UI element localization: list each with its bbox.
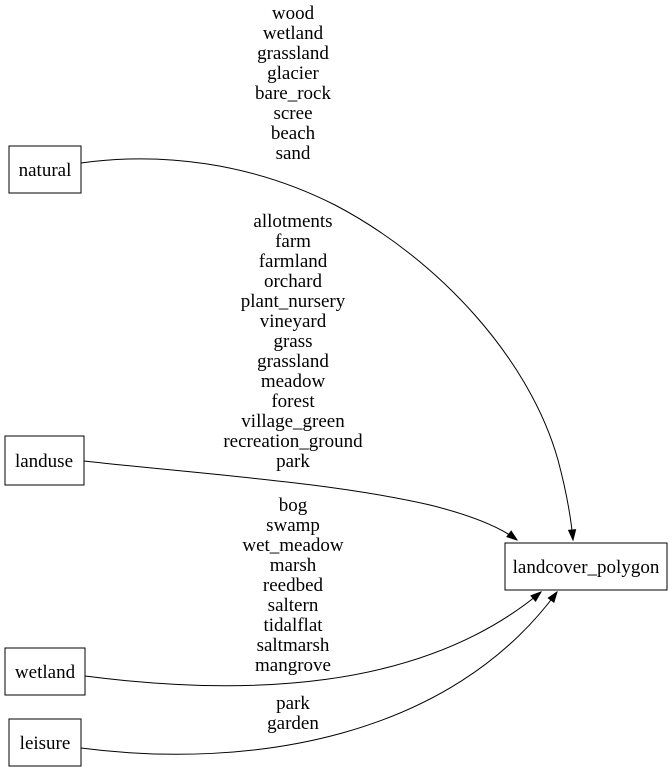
edge-label-line: glacier bbox=[267, 63, 319, 84]
node-landcover-polygon-label: landcover_polygon bbox=[512, 557, 660, 578]
edge-label-line: farm bbox=[275, 231, 311, 252]
edge-label-line: reedbed bbox=[262, 575, 324, 596]
edge-label-line: marsh bbox=[269, 555, 317, 576]
node-natural-label: natural bbox=[18, 160, 72, 181]
edge-label-line: wetland bbox=[262, 23, 324, 44]
node-landcover-polygon bbox=[505, 543, 667, 590]
edge-label-line: recreation_ground bbox=[223, 431, 363, 452]
edge-label-line: beach bbox=[270, 123, 316, 144]
edge-label-line: grass bbox=[273, 331, 313, 352]
edge-label-landuse-values bbox=[183, 212, 403, 472]
edge-label-line: mangrove bbox=[255, 655, 331, 676]
node-leisure bbox=[9, 719, 81, 766]
edge-label-wetland-values bbox=[193, 496, 393, 676]
edge-label-line: grassland bbox=[257, 351, 329, 372]
edge-label-line: park bbox=[276, 693, 310, 714]
edge-label-line: meadow bbox=[260, 371, 326, 392]
edge-label-line: park bbox=[276, 451, 310, 472]
node-leisure-label: leisure bbox=[19, 733, 71, 754]
edge-label-line: saltern bbox=[267, 595, 319, 616]
edge-label-line: plant_nursery bbox=[240, 291, 346, 312]
edge-label-line: allotments bbox=[253, 211, 333, 232]
edge-label-line: orchard bbox=[263, 271, 323, 292]
edge-label-line: scree bbox=[273, 103, 313, 124]
edge-label-line: vineyard bbox=[259, 311, 327, 332]
edge-label-line: swamp bbox=[266, 515, 320, 536]
node-wetland-label: wetland bbox=[14, 662, 76, 683]
edge-label-line: bare_rock bbox=[255, 83, 331, 104]
edge-label-line: saltmarsh bbox=[256, 635, 330, 656]
edge-label-line: tidalflat bbox=[263, 615, 323, 636]
edge-label-line: garden bbox=[267, 713, 319, 734]
edge-label-line: bog bbox=[278, 495, 308, 516]
edge-label-line: farmland bbox=[258, 251, 328, 272]
edge-label-line: village_green bbox=[241, 411, 345, 432]
node-landuse bbox=[5, 436, 84, 485]
node-wetland bbox=[5, 648, 85, 695]
edge-label-line: forest bbox=[271, 391, 315, 412]
node-natural bbox=[9, 146, 81, 193]
node-landuse-label: landuse bbox=[14, 451, 74, 472]
edge-label-leisure-values bbox=[193, 694, 393, 734]
edge-label-line: wet_meadow bbox=[242, 535, 344, 556]
edge-label-line: sand bbox=[275, 143, 311, 164]
edge-label-line: wood bbox=[271, 3, 315, 24]
edge-label-line: grassland bbox=[257, 43, 329, 64]
edge-label-natural-values bbox=[193, 4, 393, 164]
